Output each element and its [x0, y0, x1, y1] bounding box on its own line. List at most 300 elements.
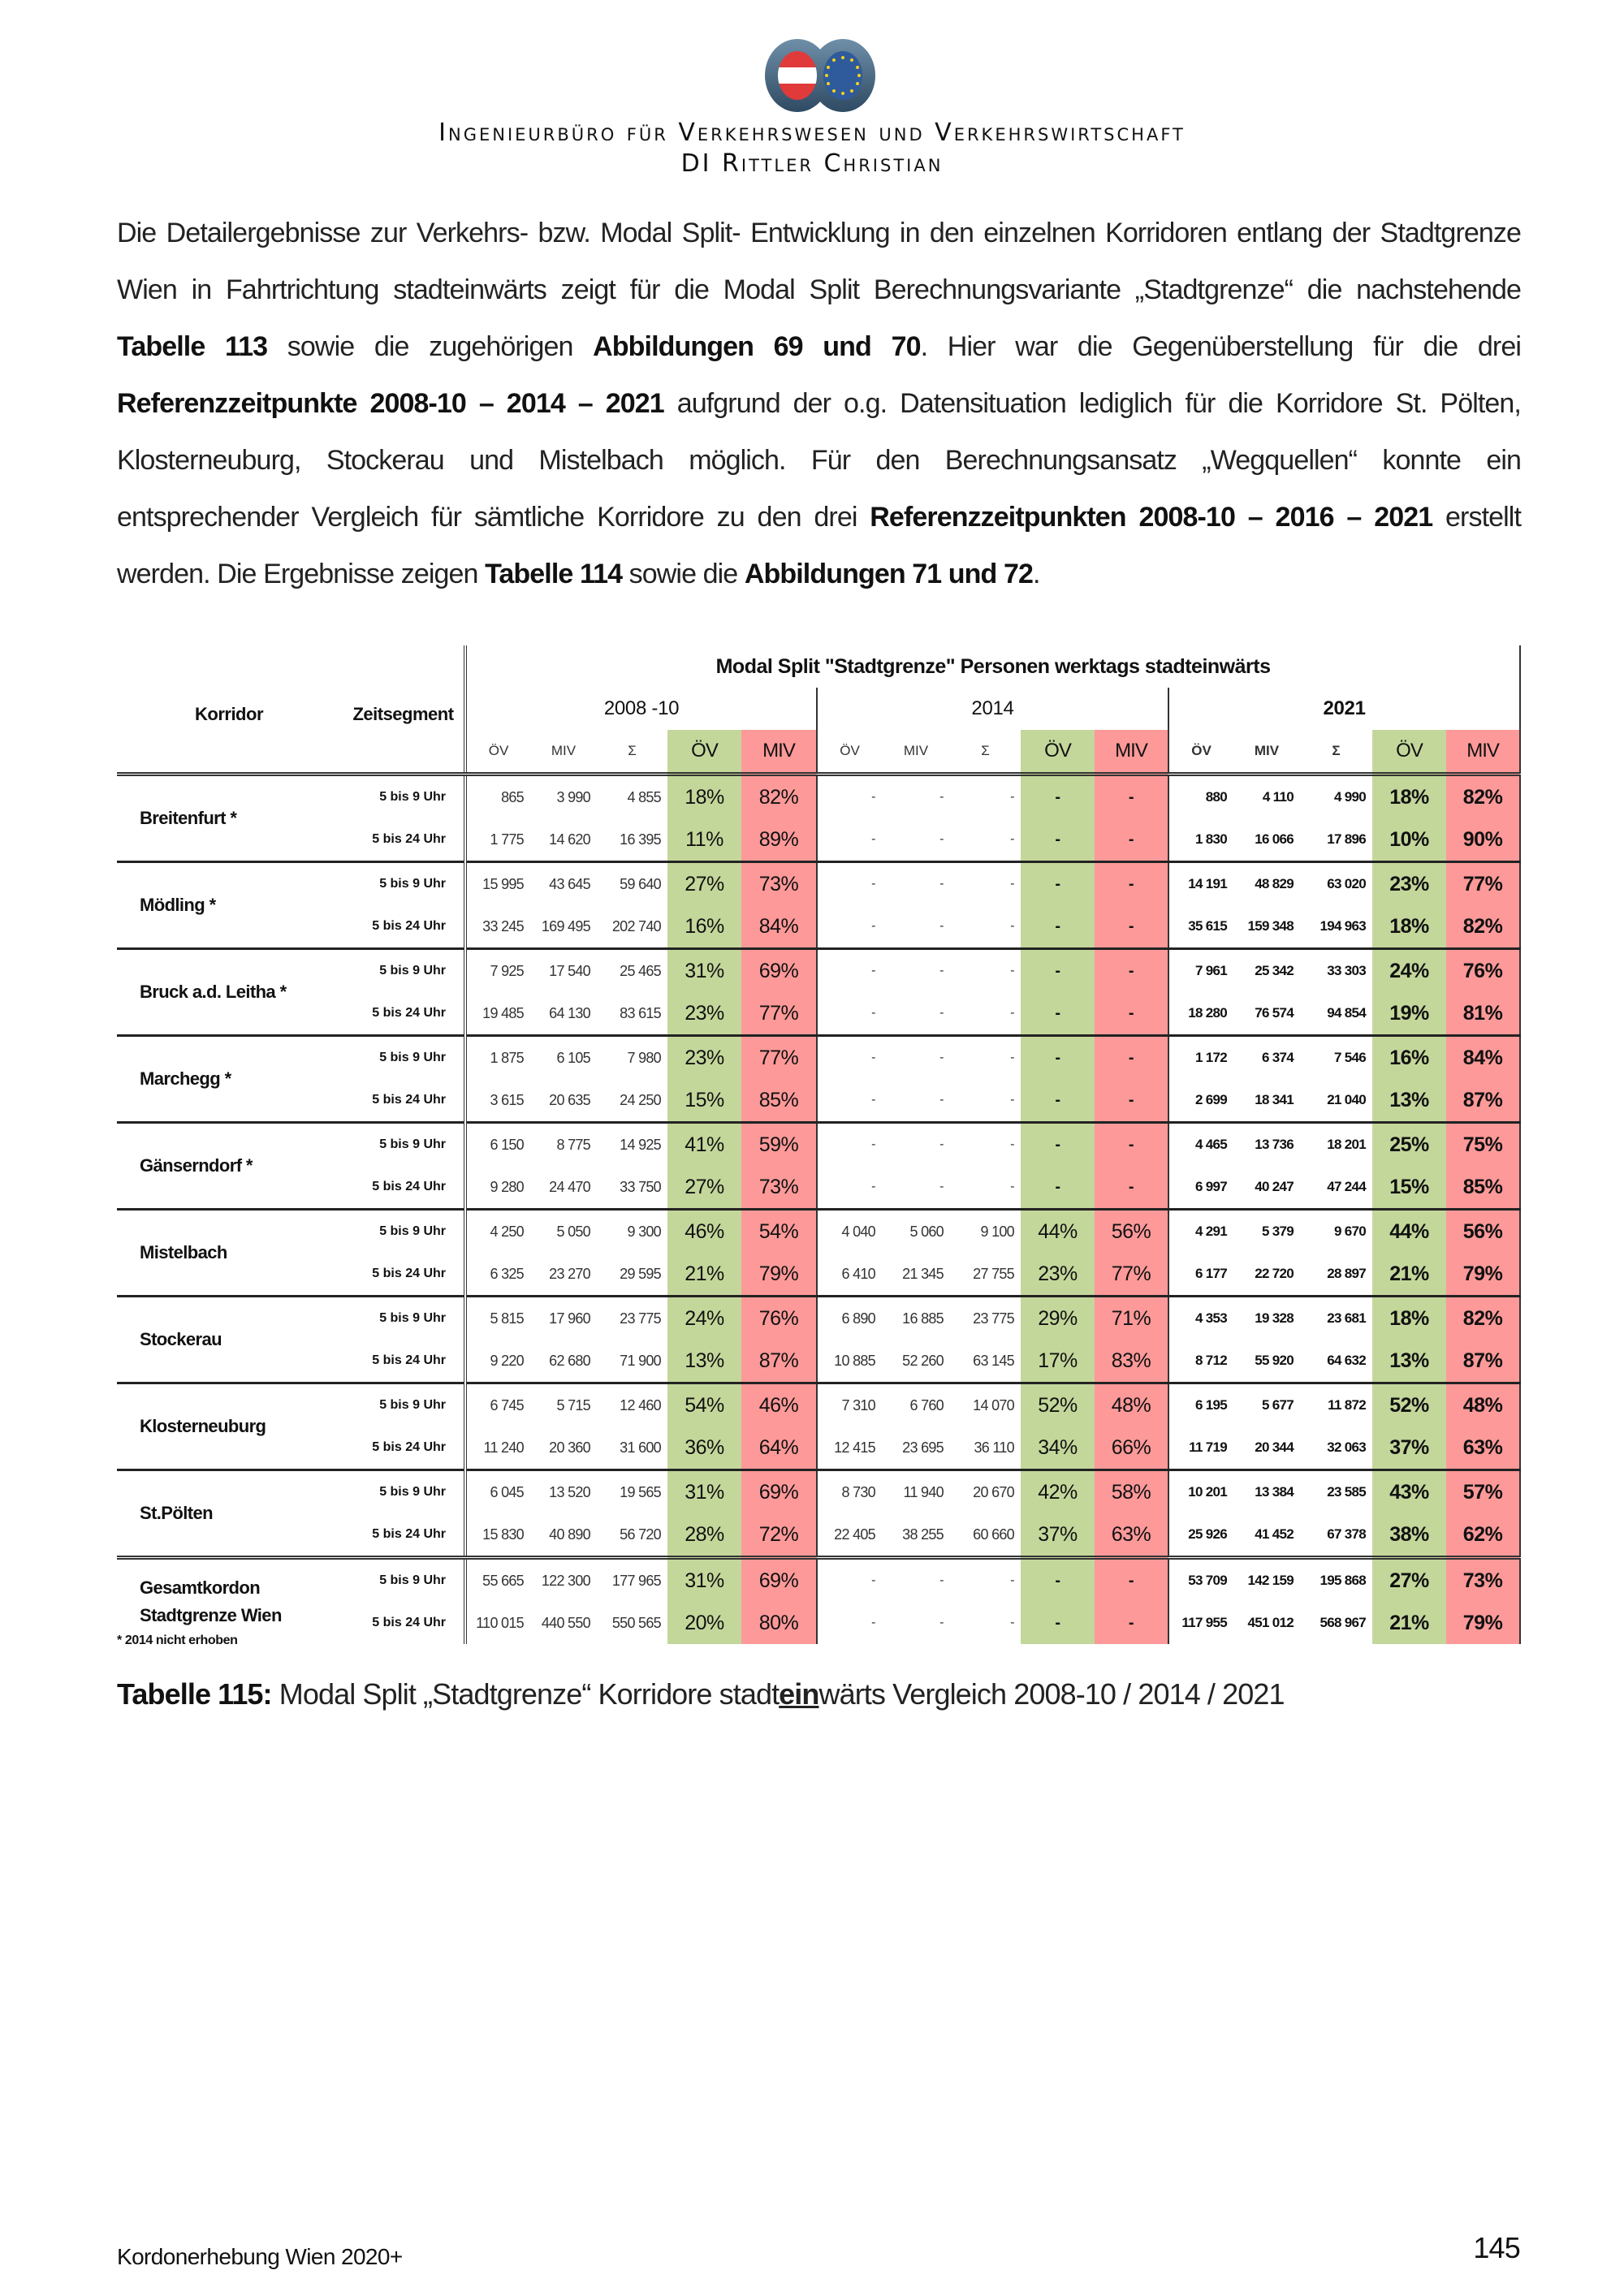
oev-abs-cell: 15 995	[465, 862, 530, 906]
miv-pct-cell: 72%	[741, 1513, 817, 1558]
oev-pct-cell: -	[1021, 1558, 1095, 1603]
subcol-header-oev-pct: ÖV	[667, 730, 741, 775]
miv-abs-cell: 5 060	[909, 1223, 944, 1240]
table-row	[117, 1470, 1520, 1514]
miv-pct-cell: 57%	[1446, 1470, 1520, 1514]
oev-abs-cell: 4 465	[1168, 1123, 1233, 1167]
miv-abs-cell: -	[882, 1079, 950, 1123]
oev-pct-cell: 23%	[667, 1036, 741, 1080]
paragraph-line	[117, 497, 1521, 554]
oev-abs-cell: 53 709	[1168, 1558, 1233, 1603]
caption-text: Modal Split „Stadtgrenze“ Korridore stadt	[271, 1677, 780, 1711]
miv-abs-cell: 64 130	[530, 992, 597, 1036]
miv-abs-cell: 122 300	[541, 1572, 590, 1589]
oev-abs-cell: 9 280	[465, 1166, 530, 1210]
oev-abs-cell: -	[817, 1166, 882, 1210]
miv-abs-cell: 11 940	[903, 1483, 944, 1500]
miv-abs-cell: 76 574	[1233, 992, 1300, 1036]
oev-abs-cell: 33 245	[465, 905, 530, 949]
miv-abs-cell: 14 620	[530, 818, 597, 862]
oev-pct-cell: 31%	[667, 949, 741, 993]
oev-pct-cell: 16%	[667, 905, 741, 949]
miv-abs-cell: 5 715	[556, 1396, 590, 1413]
oev-abs-cell: -	[817, 905, 882, 949]
oev-pct-cell: 23%	[667, 992, 741, 1036]
oev-pct-cell: 37%	[1021, 1513, 1095, 1558]
text-segment: werden. Die Ergebnisse zeigen	[117, 559, 486, 589]
corridor-name: Gänserndorf *	[117, 1123, 341, 1210]
oev-abs-cell: 10 885	[817, 1340, 882, 1383]
time-segment: 5 bis 24 Uhr	[341, 1253, 465, 1297]
miv-pct-cell: 64%	[741, 1426, 817, 1470]
sum-cell: 67 378	[1300, 1513, 1372, 1558]
miv-pct-cell: 73%	[1446, 1558, 1520, 1603]
company-name: Ingenieurbüro für Verkehrswesen und Verkehrswirtschaft	[438, 119, 1186, 147]
miv-abs-cell: 43 645	[549, 875, 590, 892]
oev-pct-cell: 21%	[1372, 1253, 1446, 1297]
table-row	[117, 1210, 1520, 1254]
sum-cell: 195 868	[1320, 1573, 1366, 1588]
miv-abs-cell: -	[939, 1137, 944, 1151]
miv-abs-cell: -	[882, 818, 950, 862]
oev-abs-cell: -	[817, 1036, 882, 1080]
subcol-header-oev-abs: ÖV	[1168, 730, 1233, 775]
oev-pct-cell: 36%	[667, 1426, 741, 1470]
sum-cell: 27 755	[950, 1253, 1021, 1297]
text-segment: . Hier war die Gegenüberstellung für die drei	[920, 331, 1521, 362]
oev-pct-cell: 25%	[1372, 1123, 1446, 1167]
time-segment: 5 bis 9 Uhr	[379, 790, 446, 804]
miv-abs-cell: 25 342	[1255, 963, 1294, 978]
oev-abs-cell: 1 830	[1168, 818, 1233, 862]
footer-document-title: Kordonerhebung Wien 2020+	[117, 2244, 403, 2269]
miv-abs-cell: 24 470	[530, 1166, 597, 1210]
oev-abs-cell: 7 925	[465, 949, 530, 993]
oev-abs-cell: 3 615	[465, 1079, 530, 1123]
sum-cell: 9 100	[980, 1223, 1014, 1240]
time-segment: 5 bis 24 Uhr	[341, 905, 465, 949]
oev-pct-cell: 28%	[667, 1513, 741, 1558]
sum-cell: 17 896	[1300, 818, 1372, 862]
sum-cell: 28 897	[1300, 1253, 1372, 1297]
sum-cell: 63 145	[950, 1340, 1021, 1383]
subcol-header-miv-abs: MIV	[1233, 730, 1300, 775]
miv-pct-cell: -	[1095, 775, 1168, 819]
miv-abs-cell: 440 550	[541, 1614, 590, 1631]
table-row	[117, 949, 1520, 993]
subcol-header-oev-abs: ÖV	[817, 730, 882, 775]
miv-pct-cell: 79%	[1446, 1602, 1520, 1644]
subcol-header-oev-pct: ÖV	[1372, 730, 1446, 775]
miv-pct-cell: 85%	[1446, 1166, 1520, 1210]
miv-pct-cell: 83%	[1095, 1340, 1168, 1383]
miv-pct-cell: 77%	[741, 992, 817, 1036]
corridor-name: Stockerau	[117, 1297, 341, 1383]
table-row	[117, 775, 1520, 819]
miv-pct-cell: -	[1095, 992, 1168, 1036]
time-segment: 5 bis 9 Uhr	[379, 1224, 446, 1238]
miv-pct-cell: 76%	[741, 1297, 817, 1340]
sum-cell: 9 300	[627, 1223, 661, 1240]
sum-cell: 4 855	[627, 788, 661, 805]
sum-cell: 71 900	[597, 1340, 667, 1383]
oev-abs-cell: 6 745	[465, 1383, 530, 1427]
sum-cell: 47 244	[1300, 1166, 1372, 1210]
oev-abs-cell: 110 015	[465, 1602, 530, 1644]
miv-abs-cell: 6 374	[1261, 1050, 1294, 1065]
text-segment: sowie die zugehörigen	[267, 331, 594, 362]
oev-pct-cell: 52%	[1372, 1383, 1446, 1427]
oev-pct-cell: 20%	[667, 1602, 741, 1644]
miv-abs-cell: 40 247	[1233, 1166, 1300, 1210]
time-segment: 5 bis 24 Uhr	[341, 1340, 465, 1383]
miv-pct-cell: 48%	[1095, 1383, 1168, 1427]
text-segment: entsprechender Vergleich für sämtliche Korridore zu den drei	[117, 502, 870, 533]
oev-pct-cell: 38%	[1372, 1513, 1446, 1558]
miv-pct-cell: 89%	[741, 818, 817, 862]
text-segment: Klosterneuburg, Stockerau und Mistelbach möglich. Für den Berechnungsansatz „Wegquellen“ konnte ein	[117, 445, 1521, 476]
miv-abs-cell: 20 344	[1233, 1426, 1300, 1470]
miv-abs-cell: 21 345	[882, 1253, 950, 1297]
oev-abs-cell: 6 177	[1168, 1253, 1233, 1297]
sum-cell: -	[950, 1079, 1021, 1123]
oev-pct-cell: 44%	[1372, 1210, 1446, 1254]
miv-abs-cell: -	[882, 992, 950, 1036]
oev-pct-cell: 34%	[1021, 1426, 1095, 1470]
company-owner: DI Rittler Christian	[680, 149, 944, 178]
oev-pct-cell: 42%	[1021, 1470, 1095, 1514]
text-segment: Wien in Fahrtrichtung stadteinwärts zeigt für die Modal Split Berechnungsvariante „Stadtgrenze“ die nachstehende	[117, 274, 1521, 305]
oev-pct-cell: 27%	[667, 1166, 741, 1210]
oev-pct-cell: 11%	[667, 818, 741, 862]
paragraph-line	[117, 270, 1521, 326]
oev-abs-cell: 55 665	[465, 1558, 530, 1603]
table-row	[117, 1036, 1520, 1080]
miv-abs-cell: 5 379	[1261, 1224, 1294, 1239]
oev-abs-cell: 1 875	[465, 1036, 530, 1080]
oev-abs-cell: 6 325	[465, 1253, 530, 1297]
modal-split-table	[117, 645, 1521, 1644]
time-segment: 5 bis 24 Uhr	[341, 1426, 465, 1470]
table-row	[117, 862, 1520, 906]
sum-cell: 33 303	[1327, 963, 1366, 978]
miv-pct-cell: 54%	[741, 1210, 817, 1254]
oev-abs-cell: -	[817, 1079, 882, 1123]
miv-abs-cell: 169 495	[530, 905, 597, 949]
oev-pct-cell: 54%	[667, 1383, 741, 1427]
corridor-name: St.Pölten	[117, 1470, 341, 1558]
sum-cell: -	[950, 818, 1021, 862]
miv-pct-cell: -	[1095, 1123, 1168, 1167]
oev-abs-cell: 8 712	[1168, 1340, 1233, 1383]
miv-pct-cell: 69%	[741, 1558, 817, 1603]
oev-pct-cell: 24%	[667, 1297, 741, 1340]
oev-pct-cell: 13%	[1372, 1079, 1446, 1123]
miv-abs-cell: 17 540	[549, 962, 590, 979]
miv-abs-cell: 23 270	[530, 1253, 597, 1297]
oev-pct-cell: -	[1021, 775, 1095, 819]
miv-abs-cell: 6 760	[909, 1396, 944, 1413]
oev-abs-cell: 7 310	[817, 1383, 882, 1427]
sum-cell: 25 465	[620, 962, 661, 979]
miv-abs-cell: 20 360	[530, 1426, 597, 1470]
miv-pct-cell: 81%	[1446, 992, 1520, 1036]
oev-abs-cell: 18 280	[1168, 992, 1233, 1036]
oev-pct-cell: -	[1021, 1166, 1095, 1210]
sum-cell: -	[1010, 1616, 1014, 1629]
table-caption	[117, 1677, 1285, 1711]
time-segment: 5 bis 9 Uhr	[379, 877, 446, 891]
miv-pct-cell: 56%	[1446, 1210, 1520, 1254]
bold-reference: Referenzzeitpunkte 2008-10 – 2014 – 2021	[117, 388, 664, 419]
miv-abs-cell: 40 890	[530, 1513, 597, 1558]
time-segment: 5 bis 9 Uhr	[379, 1137, 446, 1151]
miv-abs-cell: 55 920	[1233, 1340, 1300, 1383]
miv-abs-cell: 4 110	[1262, 789, 1294, 805]
oev-pct-cell: 15%	[667, 1079, 741, 1123]
oev-abs-cell: 5 815	[465, 1297, 530, 1340]
subcol-header-sum: Σ	[950, 730, 1021, 775]
miv-abs-cell: -	[939, 964, 944, 978]
miv-pct-cell: 82%	[1446, 1297, 1520, 1340]
oev-abs-cell: 1 775	[465, 818, 530, 862]
oev-pct-cell: 21%	[1372, 1602, 1446, 1644]
oev-pct-cell: 27%	[667, 862, 741, 906]
time-segment: 5 bis 9 Uhr	[379, 1573, 446, 1587]
paragraph-line	[117, 440, 1521, 497]
corridor-name: Bruck a.d. Leitha *	[117, 949, 341, 1036]
oev-pct-cell: -	[1021, 905, 1095, 949]
sum-cell: 24 250	[597, 1079, 667, 1123]
sum-cell: 20 670	[973, 1483, 1014, 1500]
subcol-header-miv-pct: MIV	[1446, 730, 1520, 775]
miv-abs-cell: 8 775	[556, 1136, 590, 1153]
table-row	[117, 1383, 1520, 1427]
oev-abs-cell: -	[817, 1558, 882, 1603]
oev-pct-cell: 31%	[667, 1470, 741, 1514]
oev-abs-cell: 4 291	[1168, 1210, 1233, 1254]
oev-pct-cell: 17%	[1021, 1340, 1095, 1383]
oev-abs-cell: 11 240	[465, 1426, 530, 1470]
sum-cell: -	[950, 905, 1021, 949]
sum-cell: 7 980	[627, 1049, 661, 1066]
caption-emphasis: ein	[779, 1677, 819, 1711]
sum-cell: 19 565	[620, 1483, 661, 1500]
miv-abs-cell: 16 066	[1233, 818, 1300, 862]
subcol-header-miv-pct: MIV	[741, 730, 817, 775]
oev-pct-cell: 15%	[1372, 1166, 1446, 1210]
miv-pct-cell: -	[1095, 1558, 1168, 1603]
sum-cell: -	[950, 992, 1021, 1036]
sum-cell: 23 775	[620, 1310, 661, 1327]
miv-pct-cell: -	[1095, 818, 1168, 862]
sum-cell: 31 600	[597, 1426, 667, 1470]
sum-cell: 23 585	[1327, 1484, 1366, 1500]
subcol-header-miv-abs: MIV	[530, 730, 597, 775]
miv-pct-cell: -	[1095, 1602, 1168, 1644]
time-segment: 5 bis 9 Uhr	[379, 1311, 446, 1325]
miv-pct-cell: 76%	[1446, 949, 1520, 993]
sum-cell: -	[1010, 1137, 1014, 1151]
miv-pct-cell: 84%	[1446, 1036, 1520, 1080]
sum-cell: 63 020	[1327, 876, 1366, 891]
oev-abs-cell: 22 405	[817, 1513, 882, 1558]
oev-abs-cell: -	[817, 1602, 882, 1644]
oev-pct-cell: 13%	[667, 1340, 741, 1383]
oev-abs-cell: 6 150	[465, 1123, 530, 1167]
miv-pct-cell: 77%	[1446, 862, 1520, 906]
corridor-name: Gesamtkordon Stadtgrenze Wien	[140, 1577, 282, 1625]
oev-abs-cell: 6 195	[1168, 1383, 1233, 1427]
miv-pct-cell: 87%	[1446, 1340, 1520, 1383]
sum-cell: -	[1010, 1573, 1014, 1587]
sum-cell: 94 854	[1300, 992, 1372, 1036]
oev-abs-cell: 8 730	[817, 1470, 882, 1514]
oev-abs-cell: 19 485	[465, 992, 530, 1036]
sum-cell: -	[950, 1166, 1021, 1210]
text-segment: .	[1032, 559, 1040, 589]
caption-label: Tabelle 115:	[117, 1677, 272, 1711]
oev-abs-cell: 4 040	[817, 1210, 882, 1254]
oev-abs-cell: 35 615	[1168, 905, 1233, 949]
miv-pct-cell: 69%	[741, 949, 817, 993]
sum-cell: 83 615	[597, 992, 667, 1036]
sum-cell: 4 990	[1333, 789, 1366, 805]
corridor-name: Breitenfurt *	[117, 775, 341, 862]
oev-pct-cell: -	[1021, 862, 1095, 906]
sum-cell: -	[1010, 877, 1014, 891]
year-header-2008: 2008 -10	[465, 688, 817, 730]
year-header-2014: 2014	[817, 688, 1168, 730]
time-segment: 5 bis 24 Uhr	[341, 1079, 465, 1123]
paragraph-line	[117, 383, 1521, 440]
miv-pct-cell: 73%	[741, 862, 817, 906]
miv-abs-cell: -	[939, 1573, 944, 1587]
table-footnote: * 2014 nicht erhoben	[117, 1634, 238, 1647]
year-header-2021: 2021	[1168, 688, 1520, 730]
sum-cell: 29 595	[597, 1253, 667, 1297]
paragraph-line	[117, 326, 1521, 383]
miv-pct-cell: 79%	[1446, 1253, 1520, 1297]
sum-cell: 60 660	[950, 1513, 1021, 1558]
oev-abs-cell: 6 890	[817, 1297, 882, 1340]
sum-cell: 56 720	[597, 1513, 667, 1558]
oev-pct-cell: 18%	[1372, 905, 1446, 949]
caption-text-end: wärts Vergleich 2008-10 / 2014 / 2021	[818, 1677, 1285, 1711]
time-segment: 5 bis 9 Uhr	[379, 1398, 446, 1412]
sum-cell: 568 967	[1320, 1615, 1366, 1630]
miv-abs-cell: -	[882, 1166, 950, 1210]
miv-pct-cell: 82%	[1446, 775, 1520, 819]
subcol-header-sum: Σ	[597, 730, 667, 775]
oev-abs-cell: 6 410	[817, 1253, 882, 1297]
oev-abs-cell: 11 719	[1168, 1426, 1233, 1470]
sum-cell: 16 395	[597, 818, 667, 862]
miv-pct-cell: 77%	[741, 1036, 817, 1080]
miv-abs-cell: 159 348	[1233, 905, 1300, 949]
time-segment: 5 bis 24 Uhr	[341, 1166, 465, 1210]
oev-pct-cell: 41%	[667, 1123, 741, 1167]
miv-abs-cell: -	[939, 1051, 944, 1064]
oev-pct-cell: 52%	[1021, 1383, 1095, 1427]
miv-pct-cell: 75%	[1446, 1123, 1520, 1167]
text-segment: erstellt	[1432, 502, 1521, 533]
miv-pct-cell: 85%	[741, 1079, 817, 1123]
oev-pct-cell: 18%	[1372, 1297, 1446, 1340]
miv-abs-cell: 13 384	[1255, 1484, 1294, 1500]
oev-abs-cell: 4 250	[465, 1210, 530, 1254]
miv-pct-cell: 56%	[1095, 1210, 1168, 1254]
oev-pct-cell: 18%	[1372, 775, 1446, 819]
miv-abs-cell: 38 255	[882, 1513, 950, 1558]
sum-cell: 202 740	[597, 905, 667, 949]
bold-reference: Tabelle 113	[117, 331, 268, 362]
oev-abs-cell: 1 172	[1168, 1036, 1233, 1080]
oev-pct-cell: 19%	[1372, 992, 1446, 1036]
miv-abs-cell: -	[939, 790, 944, 804]
oev-pct-cell: 13%	[1372, 1340, 1446, 1383]
bold-reference: Abbildungen 69 und 70	[593, 331, 921, 362]
oev-pct-cell: 29%	[1021, 1297, 1095, 1340]
sum-cell: 23 775	[973, 1310, 1014, 1327]
corridor-name: Mistelbach	[117, 1210, 341, 1297]
oev-abs-cell: 880	[1168, 775, 1233, 819]
oev-pct-cell: 31%	[667, 1558, 741, 1603]
miv-pct-cell: 90%	[1446, 818, 1520, 862]
miv-abs-cell: 13 736	[1255, 1137, 1294, 1152]
miv-pct-cell: 59%	[741, 1123, 817, 1167]
miv-abs-cell: 20 635	[530, 1079, 597, 1123]
miv-abs-cell: 3 990	[556, 788, 590, 805]
miv-abs-cell: 5 050	[556, 1223, 590, 1240]
miv-abs-cell: -	[882, 905, 950, 949]
text-segment: sowie die	[622, 559, 745, 589]
sum-cell: 550 565	[611, 1614, 661, 1631]
miv-pct-cell: -	[1095, 905, 1168, 949]
miv-abs-cell: 19 328	[1255, 1310, 1294, 1326]
oev-pct-cell: 37%	[1372, 1426, 1446, 1470]
sum-cell: 12 460	[620, 1396, 661, 1413]
oev-abs-cell: 12 415	[817, 1426, 882, 1470]
time-segment: 5 bis 24 Uhr	[341, 818, 465, 862]
sum-cell: -	[1010, 964, 1014, 978]
sum-cell: -	[1010, 1051, 1014, 1064]
sum-cell: 14 925	[620, 1136, 661, 1153]
time-segment: 5 bis 24 Uhr	[341, 992, 465, 1036]
oev-abs-cell: 117 955	[1168, 1602, 1233, 1644]
oev-abs-cell: -	[817, 949, 882, 993]
subcol-header-oev-pct: ÖV	[1021, 730, 1095, 775]
subcol-header-sum: Σ	[1300, 730, 1372, 775]
table-row	[117, 1123, 1520, 1167]
miv-pct-cell: 69%	[741, 1470, 817, 1514]
page-number: 145	[1473, 2231, 1520, 2264]
miv-pct-cell: 87%	[741, 1340, 817, 1383]
miv-abs-cell: -	[939, 1616, 944, 1629]
oev-pct-cell: 23%	[1021, 1253, 1095, 1297]
oev-pct-cell: 46%	[667, 1210, 741, 1254]
miv-pct-cell: 63%	[1095, 1513, 1168, 1558]
miv-abs-cell: 6 105	[556, 1049, 590, 1066]
miv-pct-cell: 66%	[1095, 1426, 1168, 1470]
miv-abs-cell: 52 260	[882, 1340, 950, 1383]
table-row	[117, 1297, 1520, 1340]
col-header-zeitsegment: Zeitsegment	[352, 704, 454, 724]
oev-abs-cell: 6 045	[465, 1470, 530, 1514]
sum-cell: 32 063	[1300, 1426, 1372, 1470]
miv-pct-cell: 58%	[1095, 1470, 1168, 1514]
oev-abs-cell: 4 353	[1168, 1297, 1233, 1340]
